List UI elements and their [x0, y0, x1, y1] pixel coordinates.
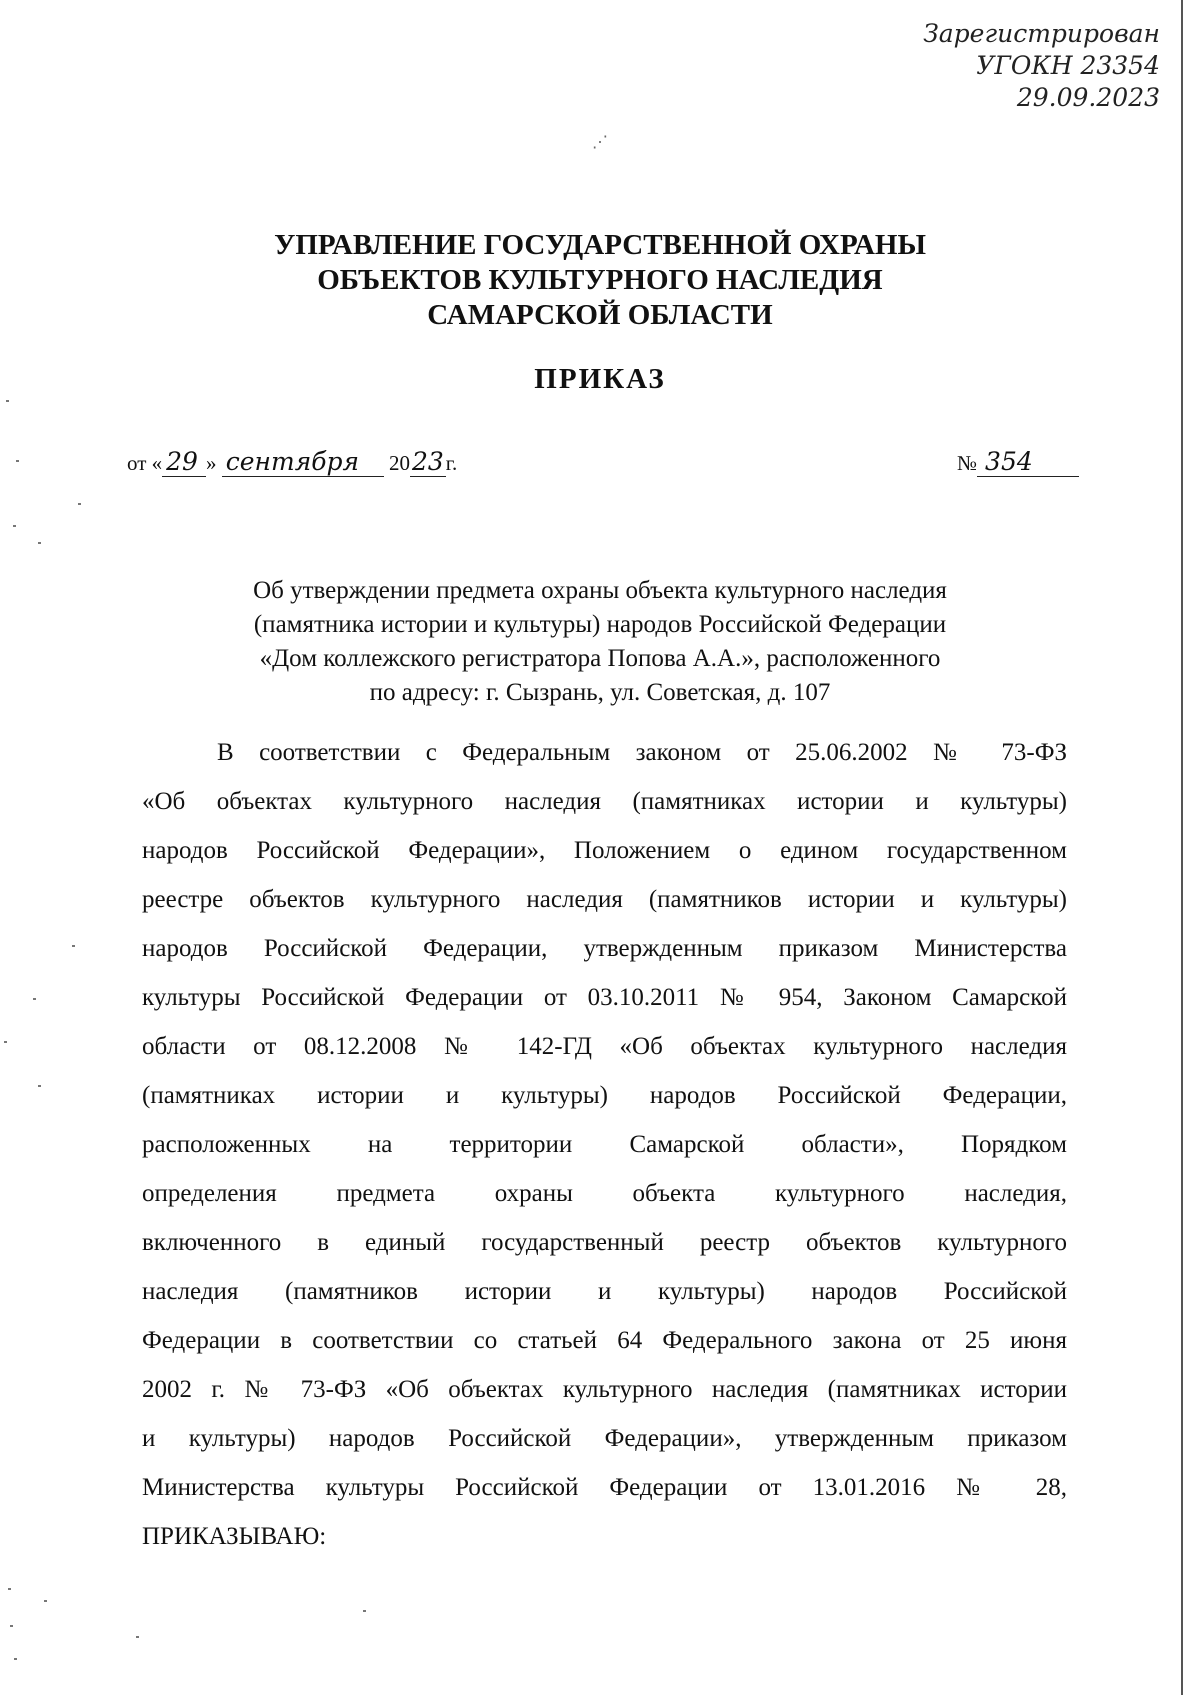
- body-line: «Об объектах культурного наследия (памятниках истории и культуры): [142, 788, 1067, 815]
- agency-line: УПРАВЛЕНИЕ ГОСУДАРСТВЕННОЙ ОХРАНЫ: [274, 229, 926, 261]
- subject-line: по адресу: г. Сызрань, ул. Советская, д. 107: [369, 679, 831, 706]
- body-line: расположенных на территории Самарской области», Порядком: [142, 1131, 1067, 1158]
- body-line: народов Российской Федерации, утвержденным приказом Министерства: [142, 935, 1067, 962]
- scan-edge-line: [1181, 0, 1183, 1695]
- scan-speck: [38, 542, 41, 544]
- body-line: реестре объектов культурного наследия (памятников истории и культуры): [142, 886, 1067, 913]
- body-line: Министерства культуры Российской Федерации от 13.01.2016 № 28,: [142, 1474, 1067, 1501]
- body-line: определения предмета охраны объекта культурного наследия,: [142, 1180, 1067, 1207]
- order-date: [127, 447, 457, 477]
- agency-line: САМАРСКОЙ ОБЛАСТИ: [427, 299, 773, 331]
- body-line: области от 08.12.2008 № 142-ГД «Об объектах культурного наследия: [142, 1033, 1067, 1060]
- body-line: народов Российской Федерации», Положением о едином государственном: [142, 837, 1067, 864]
- scan-speck: [363, 1610, 366, 1612]
- year-prefix: 20: [388, 451, 410, 475]
- order-day: 29: [162, 447, 206, 477]
- scan-speck: [136, 1636, 139, 1638]
- registration-note-line: Зарегистрирован: [923, 19, 1160, 48]
- day-suffix: »: [205, 451, 217, 475]
- registration-note-line: 29.09.2023: [1016, 83, 1160, 112]
- body-line: наследия (памятников истории и культуры) народов Российской: [142, 1278, 1067, 1305]
- scan-speck: [44, 1600, 47, 1602]
- scan-artifact-icon: ⋰: [592, 134, 608, 151]
- order-number: [957, 447, 1079, 477]
- scan-speck: [72, 945, 75, 947]
- body-line: культуры Российской Федерации от 03.10.2011 № 954, Законом Самарской: [142, 984, 1067, 1011]
- scan-speck: [38, 1085, 41, 1087]
- registration-note: [910, 18, 1160, 114]
- body-line: Федерации в соответствии со статьей 64 Федерального закона от 25 июня: [142, 1327, 1067, 1354]
- body-line: (памятниках истории и культуры) народов Российской Федерации,: [142, 1082, 1067, 1109]
- subject-line: (памятника истории и культуры) народов Российской Федерации: [253, 611, 947, 638]
- body-line-order-word: ПРИКАЗЫВАЮ:: [142, 1523, 327, 1550]
- registration-note-line: УГОКН 23354: [976, 51, 1160, 80]
- order-year: 23: [411, 447, 444, 476]
- scan-speck: [4, 1041, 7, 1043]
- scan-speck: [16, 460, 19, 462]
- scan-speck: [10, 1625, 13, 1627]
- subject-line: «Дом коллежского регистратора Попова А.А.», расположенного: [259, 645, 941, 672]
- body-line: 2002 г. № 73-ФЗ «Об объектах культурного наследия (памятниках истории: [142, 1376, 1067, 1403]
- order-subject: [150, 574, 1050, 710]
- scan-speck: [6, 400, 9, 402]
- subject-line: Об утверждении предмета охраны объекта культурного наследия: [253, 577, 947, 604]
- scan-speck: [78, 503, 81, 505]
- number-prefix: №: [957, 451, 978, 475]
- date-prefix: от «: [127, 451, 163, 475]
- doc-type-title: ПРИКАЗ: [534, 363, 666, 395]
- order-number-value: 354: [977, 447, 1079, 477]
- scan-speck: [33, 998, 36, 1000]
- body-line: включенного в единый государственный реестр объектов культурного: [142, 1229, 1067, 1256]
- body-line: и культуры) народов Российской Федерации», утвержденным приказом: [142, 1425, 1067, 1452]
- scan-speck: [14, 1658, 17, 1660]
- agency-line: ОБЪЕКТОВ КУЛЬТУРНОГО НАСЛЕДИЯ: [317, 264, 883, 296]
- order-body: [142, 728, 1067, 1561]
- scan-speck: [13, 525, 16, 527]
- year-end: г.: [445, 451, 458, 475]
- scan-speck: [8, 1588, 11, 1590]
- order-month: сентября: [222, 447, 384, 477]
- agency-header: [150, 228, 1050, 333]
- body-line: В соответствии с Федеральным законом от 25.06.2002 № 73-ФЗ: [217, 739, 1067, 766]
